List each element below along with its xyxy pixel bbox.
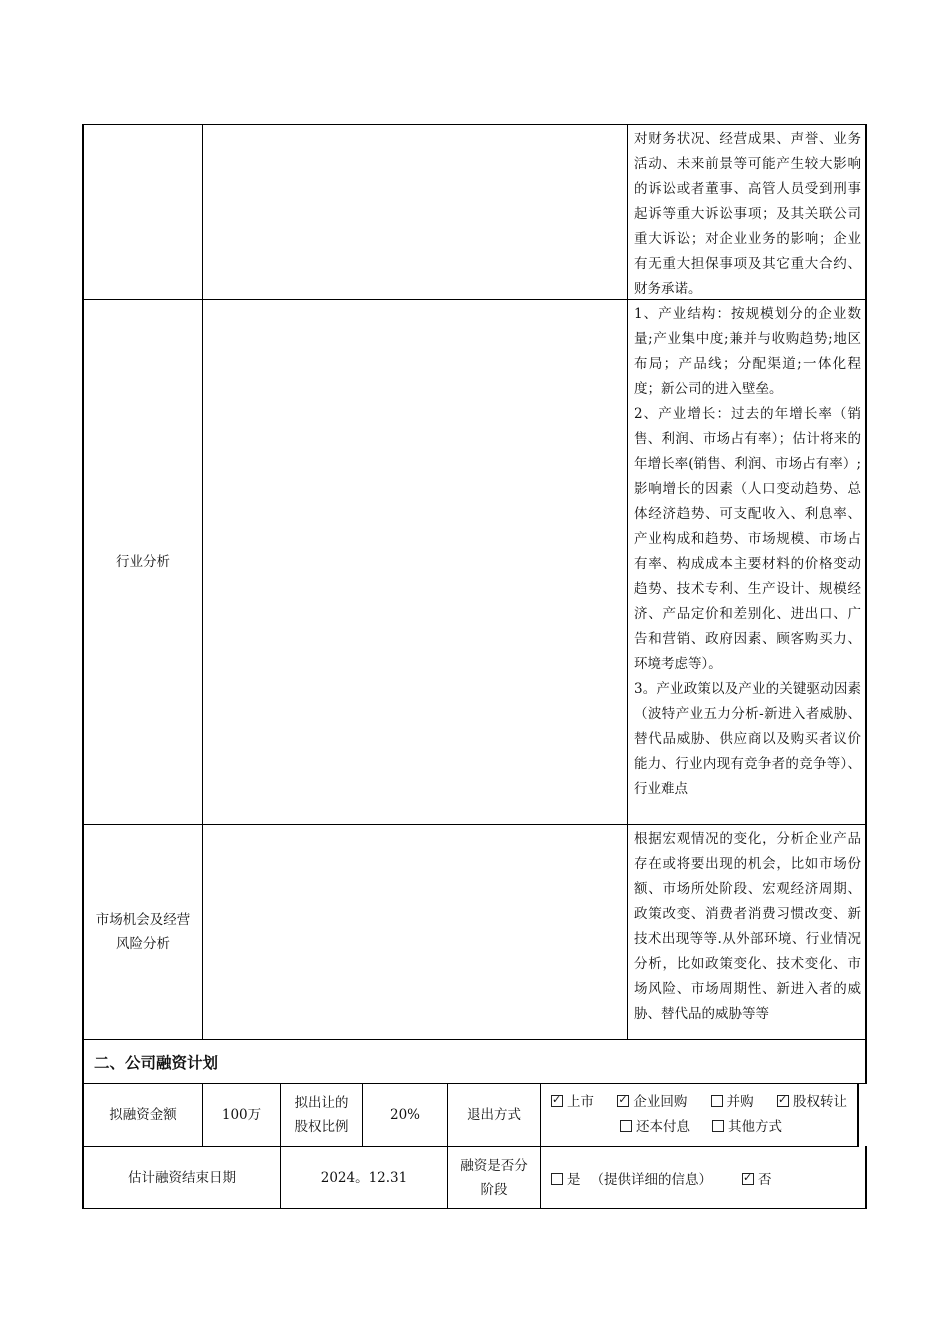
checkbox-empty-icon xyxy=(620,1120,632,1132)
staged-options xyxy=(541,1147,865,1208)
market-label xyxy=(84,825,202,1039)
exit-option-other[interactable] xyxy=(712,1115,782,1140)
checkbox-checked-icon xyxy=(742,1173,754,1185)
staged-yes-label: 是 xyxy=(567,1171,581,1188)
industry-desc-2: 2、产业增长：过去的年增长率（销售、利润、市场占有率）；估计将来的年增长率(销售、利润、市场占有率）;影响增长的因素（人口变动趋势、总体经济趋势、可支配收入、利息率、产业构成和趋势、市场规模、市场占有率、构成成本主要材料的价格变动趋势、技术专利、生产设计、规模经济、产品定价和差别化、进出口、广告和营销、政府因素、顾客购买力、环境考虑等）。 xyxy=(634,406,861,672)
market-description-text: 根据宏观情况的变化，分析企业产品存在或将要出现的机会，比如市场份额、市场所处阶段、宏观经济周期、政策改变、消费者消费习惯改变、新技术出现等等.从外部环境、行业情况分析，比如政策变化、技术变化、市场风险、市场周期性、新进入者的威胁、替代品的威胁等等 xyxy=(634,831,861,1022)
exit-method-options xyxy=(541,1084,857,1146)
exit-option-transfer[interactable] xyxy=(777,1090,847,1115)
legal-description-text: 对财务状况、经营成果、声誉、业务活动、未来前景等可能产生较大影响的诉讼或者董事、高管人员受到刑事起诉等重大诉讼事项；及其关联公司重大诉讼；对企业业务的影响；企业有无重大担保事项及其它重大合约、财务承诺。 xyxy=(634,131,861,297)
lower-right-border-2 xyxy=(865,1146,867,1209)
financing-amount-value[interactable]: 100万 xyxy=(221,1107,262,1123)
market-label-line-1: 市场机会及经营 xyxy=(95,912,191,928)
exit-option-merger[interactable] xyxy=(711,1090,754,1115)
staged-yes-note: （提供详细的信息） xyxy=(590,1171,712,1188)
exit-option-repay[interactable] xyxy=(620,1115,690,1140)
exit-option-transfer-label: 股权转让 xyxy=(792,1094,847,1110)
exit-option-other-label: 其他方式 xyxy=(728,1119,782,1135)
legal-content[interactable] xyxy=(203,125,627,299)
checkbox-checked-icon xyxy=(777,1095,789,1107)
industry-description xyxy=(628,300,865,824)
market-label-line-2: 风险分析 xyxy=(116,936,170,952)
table-right-border-upper xyxy=(865,124,867,1084)
section-financing-title: 二、公司融资计划 xyxy=(94,1053,219,1072)
exit-option-repay-label: 还本付息 xyxy=(636,1119,690,1135)
end-date-value[interactable]: 2024。12.31 xyxy=(320,1169,408,1186)
staged-label-line-2: 阶段 xyxy=(480,1181,508,1198)
legal-description xyxy=(628,125,865,299)
market-description xyxy=(628,825,865,1039)
exit-option-ipo-label: 上市 xyxy=(567,1094,594,1110)
checkbox-checked-icon xyxy=(617,1095,629,1107)
financing-amount-label: 拟融资金额 xyxy=(109,1107,177,1123)
exit-option-buyback-label: 企业回购 xyxy=(633,1094,688,1110)
industry-desc-1: 1、产业结构：按规模划分的企业数量;产业集中度;兼并与收购趋势;地区布局；产品线；分配渠道;一体化程度；新公司的进入壁垒。 xyxy=(634,306,861,397)
staged-yes-option[interactable] xyxy=(551,1168,712,1188)
equity-ratio-value[interactable]: 20% xyxy=(389,1107,420,1123)
end-date-label: 估计融资结束日期 xyxy=(128,1169,236,1186)
lower-right-border-1 xyxy=(857,1083,859,1147)
checkbox-empty-icon xyxy=(712,1120,724,1132)
equity-ratio-label-line-2: 股权比例 xyxy=(294,1119,349,1135)
exit-method-label: 退出方式 xyxy=(467,1107,521,1123)
market-content[interactable] xyxy=(203,825,627,1039)
table-bottom-border xyxy=(82,1208,867,1209)
equity-ratio-label xyxy=(281,1084,362,1146)
equity-ratio-label-line-1: 拟出让的 xyxy=(294,1095,349,1111)
staged-no-label: 否 xyxy=(758,1171,772,1188)
checkbox-empty-icon xyxy=(551,1173,563,1185)
industry-label: 行业分析 xyxy=(116,554,170,570)
checkbox-checked-icon xyxy=(551,1095,563,1107)
staged-label xyxy=(448,1147,540,1208)
exit-option-buyback[interactable] xyxy=(617,1090,687,1115)
legal-label xyxy=(84,125,202,299)
exit-option-ipo[interactable] xyxy=(551,1090,594,1115)
checkbox-empty-icon xyxy=(711,1095,723,1107)
industry-desc-3: 3。产业政策以及产业的关键驱动因素（波特产业五力分析-新进入者威胁、替代品威胁、供应商以及购买者议价能力、行业内现有竞争者的竞争等）、行业难点 xyxy=(634,681,861,797)
industry-content[interactable] xyxy=(203,300,627,824)
staged-no-option[interactable] xyxy=(742,1168,772,1188)
staged-label-line-1: 融资是否分 xyxy=(460,1157,528,1174)
exit-option-merger-label: 并购 xyxy=(726,1094,754,1110)
